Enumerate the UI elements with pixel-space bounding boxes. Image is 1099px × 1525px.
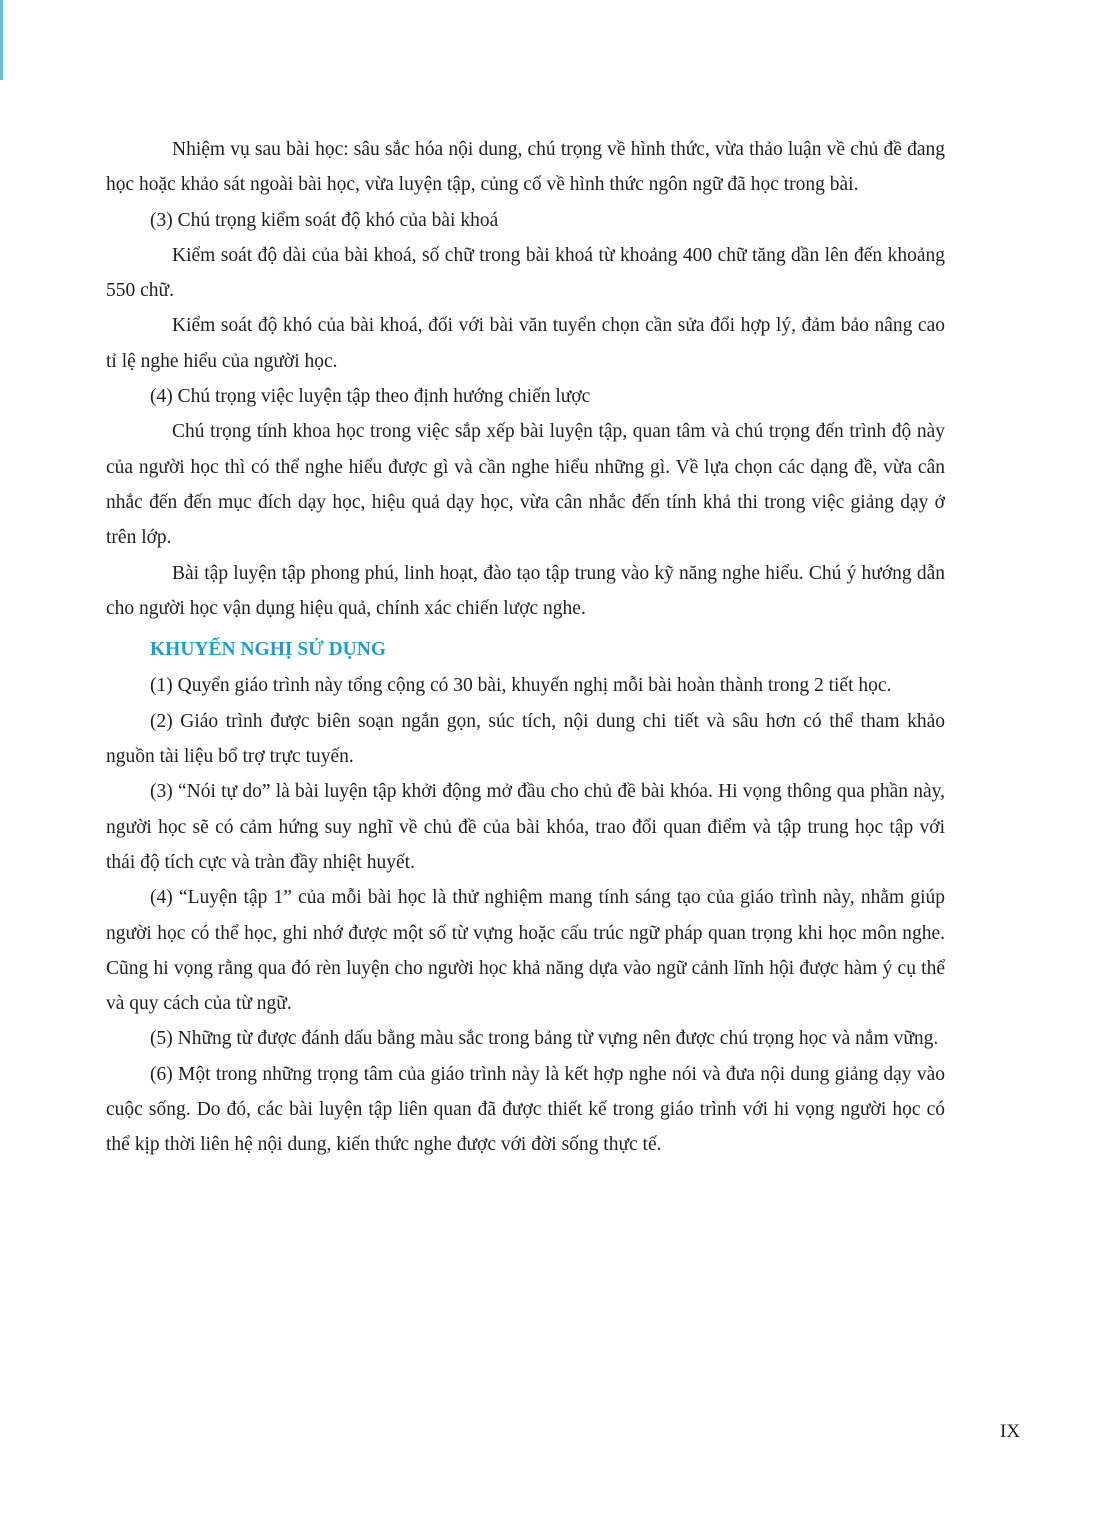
- paragraph-text-length: Kiểm soát độ dài của bài khoá, số chữ trong bài khoá từ khoảng 400 chữ tăng dần lên đến khoảng 550 chữ.: [106, 244, 945, 302]
- paragraph-text-difficulty: Kiểm soát độ khó của bài khoá, đối với bài văn tuyển chọn cần sửa đổi hợp lý, đảm bảo nâng cao tỉ lệ nghe hiểu của người học.: [106, 315, 945, 372]
- paragraph-post-lesson-tasks: Nhiệm vụ sau bài học: sâu sắc hóa nội dung, chú trọng về hình thức, vừa thảo luận về chủ đề đang học hoặc khảo sát ngoài bài học, vừa luyện tập, củng cố về hình thức ngôn ngữ đã học trong bài.: [106, 139, 945, 196]
- edge-accent-bar: [0, 0, 3, 80]
- recommendation-item-5: (5) Những từ được đánh dấu bằng màu sắc trong bảng từ vựng nên được chú trọng học và nắm vững.: [150, 1028, 939, 1050]
- page-number: IX: [1000, 1421, 1021, 1442]
- item-4-title: (4) Chú trọng việc luyện tập theo định hướng chiến lược: [150, 386, 591, 408]
- item-3-title: (3) Chú trọng kiểm soát độ khó của bài khoá: [150, 209, 499, 231]
- recommendation-item-3: (3) “Nói tự do” là bài luyện tập khởi động mở đầu cho chủ đề bài khóa. Hi vọng thông qua phần này, người học sẽ có cảm hứng suy nghĩ về chủ đề của bài khóa, trao đổi quan điểm và tập trung học tập với thái độ tích cực và tràn đầy nhiệt huyết.: [106, 781, 945, 873]
- page-body: [106, 132, 945, 1163]
- recommendation-item-6: (6) Một trong những trọng tâm của giáo trình này là kết hợp nghe nói và đưa nội dung giảng dạy vào cuộc sống. Do đó, các bài luyện tập liên quan đã được thiết kế trong giáo trình với hi vọng người học có thể kịp thời liên hệ nội dung, kiến thức nghe được với đời sống thực tế.: [106, 1063, 945, 1156]
- section-heading-recommendations: KHUYẾN NGHỊ SỬ DỤNG: [150, 639, 386, 661]
- paragraph-practice-arrangement: Chú trọng tính khoa học trong việc sắp xếp bài luyện tập, quan tâm và chú trọng đến trình độ này của người học thì có thể nghe hiểu được gì và cần nghe hiểu những gì. Về lựa chọn các dạng đề, vừa cân nhắc đến đến mục đích dạy học, hiệu quả dạy học, vừa cân nhắc đến tính khả thi trong việc giảng dạy ở trên lớp.: [106, 421, 945, 549]
- paragraph-practice-variety: Bài tập luyện tập phong phú, linh hoạt, đào tạo tập trung vào kỹ năng nghe hiểu. Chú ý hướng dẫn cho người học vận dụng hiệu quả, chính xác chiến lược nghe.: [106, 562, 945, 619]
- recommendation-item-4: (4) “Luyện tập 1” của mỗi bài học là thử nghiệm mang tính sáng tạo của giáo trình này, nhằm giúp người học có thể học, ghi nhớ được một số từ vựng hoặc cấu trúc ngữ pháp quan trọng khi học môn nghe. Cũng hi vọng rằng qua đó rèn luyện cho người học khả năng dựa vào ngữ cảnh lĩnh hội được hàm ý cụ thể và quy cách của từ ngữ.: [106, 887, 945, 1015]
- recommendation-item-1: (1) Quyển giáo trình này tổng cộng có 30 bài, khuyến nghị mỗi bài hoàn thành trong 2 tiết học.: [150, 675, 892, 697]
- recommendation-item-2: (2) Giáo trình được biên soạn ngắn gọn, súc tích, nội dung chi tiết và sâu hơn có thể tham khảo nguồn tài liệu bổ trợ trực tuyến.: [106, 710, 945, 768]
